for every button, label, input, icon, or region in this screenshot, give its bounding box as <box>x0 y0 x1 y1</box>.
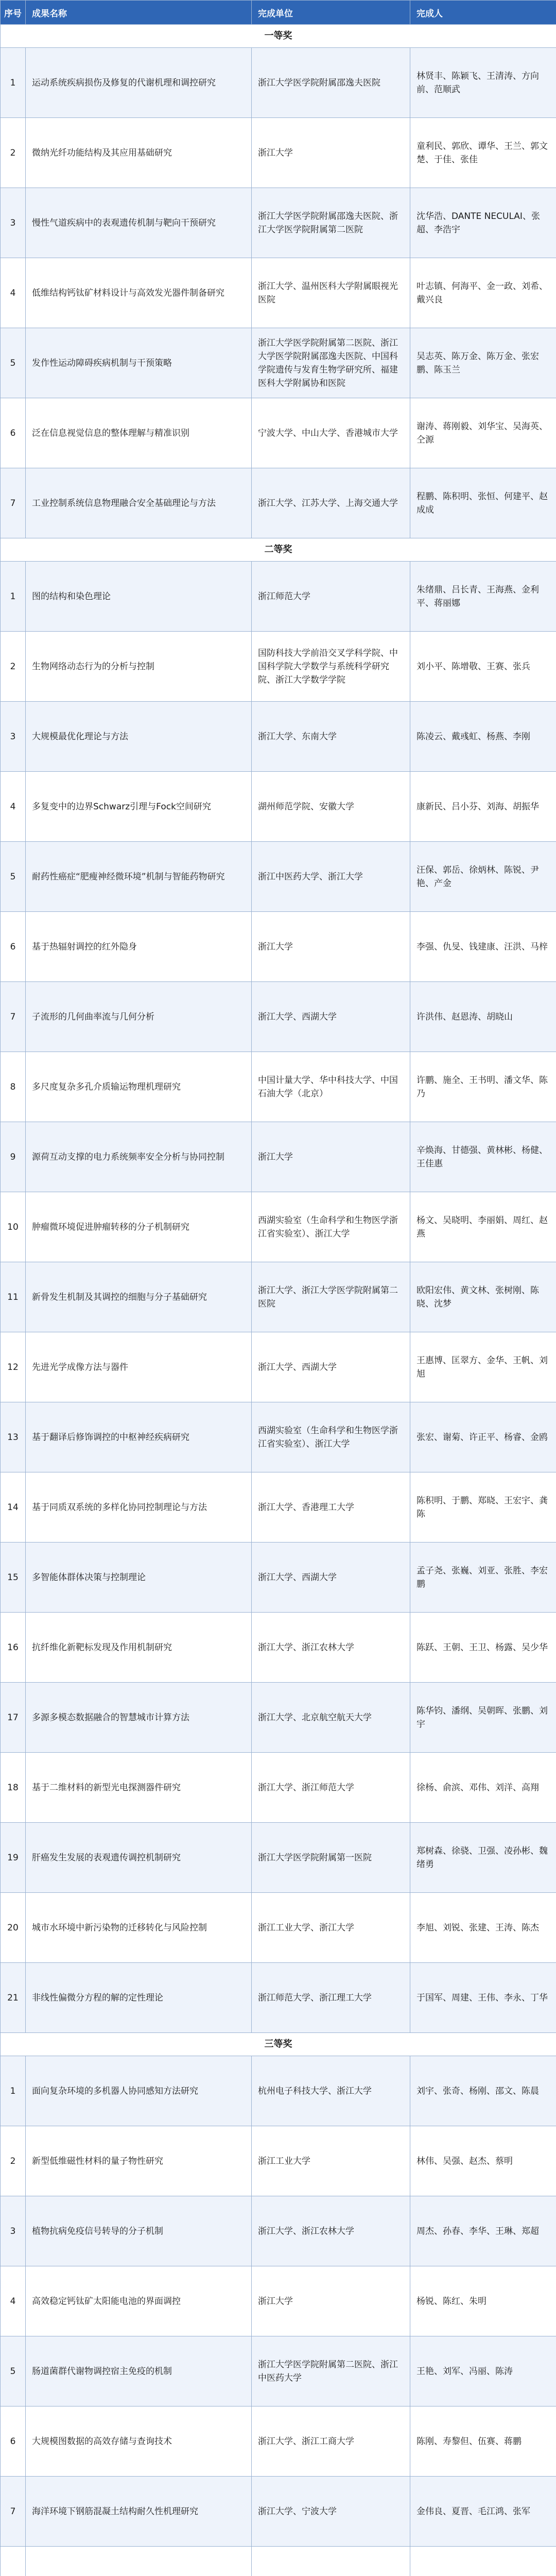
row-number: 2 <box>1 118 26 188</box>
row-people: 欧阳宏伟、黄文林、张树刚、陈晓、沈梦 <box>410 1262 556 1332</box>
table-row <box>1 468 556 538</box>
row-unit: 国防科技大学前沿交叉学科学院、中国科学院大学数学与系统科学研究院、浙江大学数学学院 <box>252 632 410 702</box>
row-unit: 浙江大学、浙江农林大学 <box>252 2196 410 2266</box>
row-name: 城市水环境中新污染物的迁移转化与风险控制 <box>26 1893 252 1963</box>
row-unit: 西湖实验室（生命科学和生物医学浙江省实验室）、浙江大学 <box>252 1402 410 1472</box>
table-body <box>1 25 556 2576</box>
row-people: 谢涛、蒋刚毅、刘华宝、吴海英、仝源 <box>410 398 556 468</box>
row-people: 周杰、孙春、李华、王琳、郑超 <box>410 2196 556 2266</box>
table-row <box>1 2126 556 2196</box>
row-name: 多复变中的边界Schwarz引理与Fock空间研究 <box>26 772 252 842</box>
row-people: 李旭、刘锐、张建、王涛、陈杰 <box>410 1893 556 1963</box>
row-unit: 浙江大学、江苏大学、上海交通大学 <box>252 468 410 538</box>
row-name: 高效稳定钙钛矿太阳能电池的界面调控 <box>26 2266 252 2336</box>
table-row <box>1 258 556 328</box>
row-number: 3 <box>1 2196 26 2266</box>
row-number: 14 <box>1 1472 26 1543</box>
row-people: 陈凌云、戴彧虹、杨燕、李刚 <box>410 702 556 772</box>
table-row <box>1 1753 556 1823</box>
table-row <box>1 842 556 912</box>
table-row <box>1 1332 556 1402</box>
row-name: 新型低维磁性材料的量子物性研究 <box>26 2126 252 2196</box>
row-number: 7 <box>1 982 26 1052</box>
table-row <box>1 1823 556 1893</box>
row-name: 微纳光纤功能结构及其应用基础研究 <box>26 118 252 188</box>
section-header <box>1 538 556 562</box>
row-unit: 浙江大学、西湖大学 <box>252 1332 410 1402</box>
row-name: 基于热辐射调控的红外隐身 <box>26 912 252 982</box>
row-people: 程鹏、陈积明、张恒、何建平、赵成成 <box>410 468 556 538</box>
row-number: 5 <box>1 842 26 912</box>
table-row <box>1 912 556 982</box>
row-number: 17 <box>1 1683 26 1753</box>
row-name: 植物抗病免疫信号转导的分子机制 <box>26 2196 252 2266</box>
row-number: 7 <box>1 468 26 538</box>
row-number: 1 <box>1 562 26 632</box>
row-unit: 浙江师范大学、浙江理工大学 <box>252 1963 410 2033</box>
row-name: 泛在信息视觉信息的整体理解与精准识别 <box>26 398 252 468</box>
row-number <box>1 2547 26 2576</box>
row-number: 10 <box>1 1192 26 1262</box>
row-number: 4 <box>1 258 26 328</box>
row-name: 低维结构钙钛矿材料设计与高效发光器件制备研究 <box>26 258 252 328</box>
row-name: 工业控制系统信息物理融合安全基础理论与方法 <box>26 468 252 538</box>
row-unit: 浙江大学 <box>252 118 410 188</box>
row-people: 陈华钧、潘纲、吴朝晖、张鹏、刘宇 <box>410 1683 556 1753</box>
section-title: 二等奖 <box>1 538 556 562</box>
table-row <box>1 772 556 842</box>
row-number: 6 <box>1 912 26 982</box>
row-people: 杨文、吴晓明、李丽娟、周红、赵燕 <box>410 1192 556 1262</box>
table-row <box>1 1402 556 1472</box>
row-name: 图的结构和染色理论 <box>26 562 252 632</box>
table-row <box>1 328 556 398</box>
row-people: 刘宇、张奇、杨刚、邵文、陈晨 <box>410 2056 556 2126</box>
table-row <box>1 2477 556 2547</box>
row-people: 许鹏、施全、王书明、潘文华、陈乃 <box>410 1052 556 1122</box>
row-number: 8 <box>1 1052 26 1122</box>
header-unit: 完成单位 <box>252 1 410 25</box>
row-people: 朱绪鼎、吕长青、王海燕、金利平、蒋丽娜 <box>410 562 556 632</box>
row-unit: 浙江大学、浙江农林大学 <box>252 1613 410 1683</box>
row-number: 1 <box>1 48 26 118</box>
table-row <box>1 2196 556 2266</box>
row-name: 肠道菌群代谢物调控宿主免疫的机制 <box>26 2336 252 2406</box>
row-name: 肿瘤微环境促进肿瘤转移的分子机制研究 <box>26 1192 252 1262</box>
row-people: 叶志镇、何海平、金一政、刘希、戴兴良 <box>410 258 556 328</box>
row-people: 刘小平、陈增敬、王赛、张兵 <box>410 632 556 702</box>
row-people: 王惠博、匡翠方、金华、王帆、刘旭 <box>410 1332 556 1402</box>
row-people: 童利民、郭欣、谭华、王兰、郭文楚、于佳、张佳 <box>410 118 556 188</box>
row-unit: 浙江大学、西湖大学 <box>252 982 410 1052</box>
row-name: 面向复杂环境的多机器人协同感知方法研究 <box>26 2056 252 2126</box>
row-name: 生物网络动态行为的分析与控制 <box>26 632 252 702</box>
row-number: 2 <box>1 632 26 702</box>
row-name: 发作性运动障碍疾病机制与干预策略 <box>26 328 252 398</box>
row-number: 11 <box>1 1262 26 1332</box>
row-people: 汪保、郭岳、徐炳林、陈锐、尹艳、产金 <box>410 842 556 912</box>
row-name: 大规模图数据的高效存储与查询技术 <box>26 2406 252 2477</box>
table-row <box>1 398 556 468</box>
row-unit: 浙江大学、浙江大学医学院附属第二医院 <box>252 1262 410 1332</box>
row-number: 19 <box>1 1823 26 1893</box>
row-people: 张宏、谢菊、许正平、杨睿、金鸥 <box>410 1402 556 1472</box>
table-row <box>1 2547 556 2576</box>
row-people: 于国军、周建、王伟、李永、丁华 <box>410 1963 556 2033</box>
row-unit: 浙江大学、北京航空航天大学 <box>252 1683 410 1753</box>
table-row <box>1 1543 556 1613</box>
row-people: 王艳、刘军、冯丽、陈涛 <box>410 2336 556 2406</box>
row-unit: 浙江大学医学院附属邵逸夫医院、浙江大学医学院附属第二医院 <box>252 188 410 258</box>
row-name: 大规模最优化理论与方法 <box>26 702 252 772</box>
row-number: 7 <box>1 2477 26 2547</box>
row-unit: 浙江大学、宁波大学 <box>252 2477 410 2547</box>
row-number: 15 <box>1 1543 26 1613</box>
table-row <box>1 48 556 118</box>
table-row <box>1 702 556 772</box>
row-name: 肝癌发生发展的表观遗传调控机制研究 <box>26 1823 252 1893</box>
row-number: 16 <box>1 1613 26 1683</box>
row-name: 子流形的几何曲率流与几何分析 <box>26 982 252 1052</box>
row-people: 林贤丰、陈颖飞、王清涛、方向前、范顺武 <box>410 48 556 118</box>
row-name: 运动系统疾病损伤及修复的代谢机理和调控研究 <box>26 48 252 118</box>
row-people: 林伟、吴强、赵杰、蔡明 <box>410 2126 556 2196</box>
table-header <box>1 1 556 25</box>
row-people: 杨锐、陈红、朱明 <box>410 2266 556 2336</box>
row-unit: 浙江工业大学、浙江大学 <box>252 1893 410 1963</box>
row-unit: 浙江工业大学 <box>252 2126 410 2196</box>
table-row <box>1 1052 556 1122</box>
row-people: 郑树森、徐骁、卫强、凌孙彬、魏绪勇 <box>410 1823 556 1893</box>
header-num: 序号 <box>1 1 26 25</box>
header-name: 成果名称 <box>26 1 252 25</box>
row-name: 抗纤维化新靶标发现及作用机制研究 <box>26 1613 252 1683</box>
row-people: 辛焕海、甘德强、黄林彬、杨健、王佳惠 <box>410 1122 556 1192</box>
row-unit: 浙江大学医学院附属邵逸夫医院 <box>252 48 410 118</box>
row-number: 4 <box>1 772 26 842</box>
row-number: 12 <box>1 1332 26 1402</box>
row-name: 多智能体群体决策与控制理论 <box>26 1543 252 1613</box>
row-number: 6 <box>1 398 26 468</box>
section-header <box>1 25 556 48</box>
row-unit: 浙江大学、浙江工商大学 <box>252 2406 410 2477</box>
row-unit: 浙江大学、西湖大学 <box>252 1543 410 1613</box>
row-people <box>410 2547 556 2576</box>
row-unit: 杭州电子科技大学、浙江大学 <box>252 2056 410 2126</box>
row-number: 2 <box>1 2126 26 2196</box>
row-people: 沈华浩、DANTE NECULAI、张超、李浩宇 <box>410 188 556 258</box>
row-number: 18 <box>1 1753 26 1823</box>
row-unit: 浙江师范大学 <box>252 562 410 632</box>
row-name: 基于同质双系统的多样化协同控制理论与方法 <box>26 1472 252 1543</box>
row-number: 3 <box>1 188 26 258</box>
row-unit: 浙江大学、东南大学 <box>252 702 410 772</box>
row-name: 多尺度复杂多孔介质输运物理机理研究 <box>26 1052 252 1122</box>
row-name: 新骨发生机制及其调控的细胞与分子基础研究 <box>26 1262 252 1332</box>
table-row <box>1 2406 556 2477</box>
row-people: 金伟良、夏晋、毛江鸿、张军 <box>410 2477 556 2547</box>
table-row <box>1 1192 556 1262</box>
row-people: 陈跃、王朝、王卫、杨露、吴少华 <box>410 1613 556 1683</box>
section-title: 三等奖 <box>1 2033 556 2056</box>
row-unit: 浙江中医药大学、浙江大学 <box>252 842 410 912</box>
row-people: 许洪伟、赵恩涛、胡晓山 <box>410 982 556 1052</box>
row-unit: 浙江大学、温州医科大学附属眼视光医院 <box>252 258 410 328</box>
header-people: 完成人 <box>410 1 556 25</box>
row-unit: 浙江大学 <box>252 1122 410 1192</box>
row-unit: 浙江大学 <box>252 912 410 982</box>
table-row <box>1 632 556 702</box>
row-unit: 浙江大学医学院附属第一医院 <box>252 1823 410 1893</box>
row-name: 慢性气道疾病中的表观遗传机制与靶向干预研究 <box>26 188 252 258</box>
row-number: 6 <box>1 2406 26 2477</box>
row-name: 基于二维材料的新型光电探测器件研究 <box>26 1753 252 1823</box>
row-unit: 浙江大学 <box>252 2266 410 2336</box>
table-row <box>1 1122 556 1192</box>
row-unit: 浙江大学、浙江师范大学 <box>252 1753 410 1823</box>
row-unit: 宁波大学、中山大学、香港城市大学 <box>252 398 410 468</box>
table-row <box>1 188 556 258</box>
section-title: 一等奖 <box>1 25 556 48</box>
row-number: 5 <box>1 2336 26 2406</box>
table-row <box>1 2056 556 2126</box>
row-unit: 湖州师范学院、安徽大学 <box>252 772 410 842</box>
row-people: 康新民、吕小芬、刘海、胡振华 <box>410 772 556 842</box>
table-row <box>1 118 556 188</box>
table-row <box>1 1893 556 1963</box>
row-unit <box>252 2547 410 2576</box>
row-number: 1 <box>1 2056 26 2126</box>
table-row <box>1 982 556 1052</box>
row-people: 李强、仇旻、钱建康、汪洪、马梓 <box>410 912 556 982</box>
section-header <box>1 2033 556 2056</box>
table-row <box>1 1963 556 2033</box>
row-name: 基于翻译后修饰调控的中枢神经疾病研究 <box>26 1402 252 1472</box>
row-unit: 浙江大学医学院附属第二医院、浙江大学医学院附属邵逸夫医院、中国科学院遗传与发育生物学研究所、福建医科大学附属协和医院 <box>252 328 410 398</box>
row-unit: 浙江大学医学院附属第二医院、浙江中医药大学 <box>252 2336 410 2406</box>
row-people: 孟子尧、张巍、刘亚、张胜、李宏鹏 <box>410 1543 556 1613</box>
table-row <box>1 2336 556 2406</box>
row-number: 21 <box>1 1963 26 2033</box>
row-people: 徐杨、俞滨、邓伟、刘洋、高翔 <box>410 1753 556 1823</box>
row-name: 源荷互动支撑的电力系统频率安全分析与协同控制 <box>26 1122 252 1192</box>
row-unit: 中国计量大学、华中科技大学、中国石油大学（北京） <box>252 1052 410 1122</box>
row-people: 吴志英、陈万金、陈万金、张宏鹏、陈玉兰 <box>410 328 556 398</box>
row-name: 海洋环境下钢筋混凝土结构耐久性机理研究 <box>26 2477 252 2547</box>
row-name: 先进光学成像方法与器件 <box>26 1332 252 1402</box>
table-row <box>1 1683 556 1753</box>
row-number: 5 <box>1 328 26 398</box>
table-row <box>1 1472 556 1543</box>
row-number: 20 <box>1 1893 26 1963</box>
row-people: 陈刚、寿黎但、伍赛、蒋鹏 <box>410 2406 556 2477</box>
row-number: 3 <box>1 702 26 772</box>
row-number: 13 <box>1 1402 26 1472</box>
row-unit: 浙江大学、香港理工大学 <box>252 1472 410 1543</box>
table-row <box>1 2266 556 2336</box>
table-row <box>1 562 556 632</box>
row-number: 4 <box>1 2266 26 2336</box>
row-unit: 西湖实验室（生命科学和生物医学浙江省实验室）、浙江大学 <box>252 1192 410 1262</box>
row-name: 多源多模态数据融合的智慧城市计算方法 <box>26 1683 252 1753</box>
table-row <box>1 1613 556 1683</box>
row-name: 非线性偏微分方程的解的定性理论 <box>26 1963 252 2033</box>
table-row <box>1 1262 556 1332</box>
row-name: 耐药性癌症“肥瘦神经微环境”机制与智能药物研究 <box>26 842 252 912</box>
row-people: 陈积明、于鹏、郑晓、王宏宇、龚陈 <box>410 1472 556 1543</box>
row-name <box>26 2547 252 2576</box>
row-number: 9 <box>1 1122 26 1192</box>
